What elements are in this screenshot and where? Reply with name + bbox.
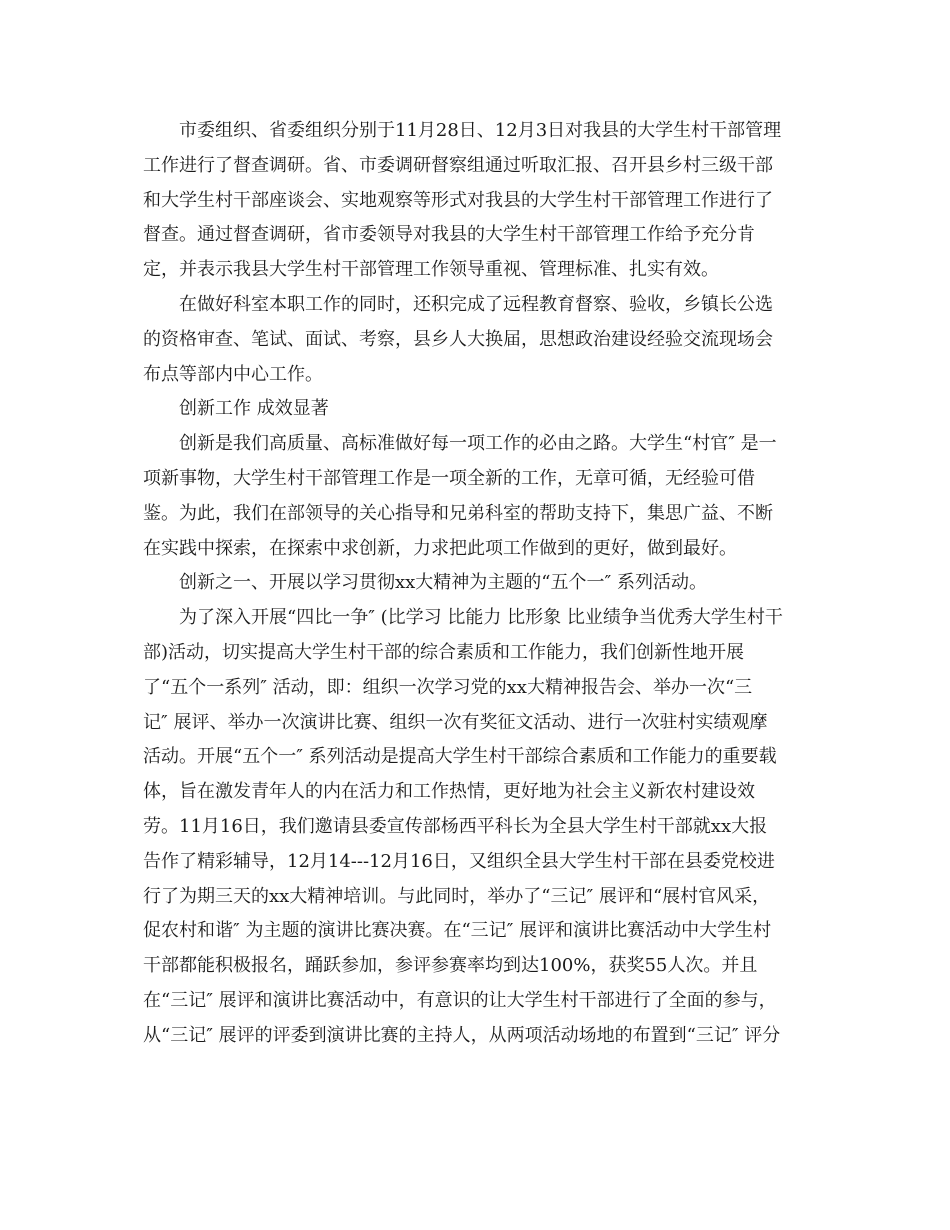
text-line: 从“三记″ 展评的评委到演讲比赛的主持人，从两项活动场地的布置到“三记″ 评分 — [143, 1024, 781, 1046]
text-line: 督查。通过督查调研，省市委领导对我县的大学生村干部管理工作给予充分肯 — [143, 224, 755, 246]
text-line: 行了为期三天的xx大精神培训。与此同时，举办了“三记″ 展评和“展村官风采， — [143, 885, 771, 907]
text-line: 记″ 展评、举办一次演讲比赛、组织一次有奖征文活动、进行一次驻村实绩观摩 — [143, 711, 768, 733]
text-line: 项新事物，大学生村干部管理工作是一项全新的工作，无章可循，无经验可借 — [143, 467, 755, 489]
text-line: 活动。开展“五个一″ 系列活动是提高大学生村干部综合素质和工作能力的重要载 — [143, 746, 777, 768]
text-line: 告作了精彩辅导，12月14---12月16日，又组织全县大学生村干部在县委党校进 — [143, 850, 775, 872]
text-line: 定，并表示我县大学生村干部管理工作领导重视、管理标准、扎实有效。 — [143, 259, 719, 281]
text-line: 劳。11月16日，我们邀请县委宣传部杨西平科长为全县大学生村干部就xx大报 — [143, 815, 768, 837]
document-body — [143, 114, 815, 1054]
text-line: 和大学生村干部座谈会、实地观察等形式对我县的大学生村干部管理工作进行了 — [143, 189, 773, 211]
text-line: 为了深入开展“四比一争″ (比学习 比能力 比形象 比业绩争当优秀大学生村干 — [179, 607, 783, 629]
text-line: 在实践中探索，在探索中求创新，力求把此项工作做到的更好，做到最好。 — [143, 537, 737, 559]
text-line: 体，旨在激发青年人的内在活力和工作热情，更好地为社会主义新农村建设效 — [143, 781, 755, 803]
text-line: 的资格审查、笔试、面试、考察，县乡人大换届，思想政治建设经验交流现场会 — [143, 328, 773, 350]
text-line: 在“三记″ 展评和演讲比赛活动中，有意识的让大学生村干部进行了全面的参与， — [143, 989, 777, 1011]
text-line: 在做好科室本职工作的同时，还积完成了远程教育督察、验收，乡镇长公选 — [179, 293, 773, 315]
text-line: 工作进行了督查调研。省、市委调研督察组通过听取汇报、召开县乡村三级干部 — [143, 154, 773, 176]
text-line: 布点等部内中心工作。 — [143, 363, 323, 385]
text-line: 部)活动，切实提高大学生村干部的综合素质和工作能力，我们创新性地开展 — [143, 641, 745, 663]
text-line: 了“五个一系列″ 活动，即：组织一次学习党的xx大精神报告会、举办一次“三 — [143, 676, 753, 698]
text-line: 创新工作 成效显著 — [179, 398, 329, 420]
text-line: 创新之一、开展以学习贯彻xx大精神为主题的“五个一″ 系列活动。 — [179, 572, 707, 594]
text-line: 创新是我们高质量、高标准做好每一项工作的必由之路。大学生“村官″ 是一 — [179, 433, 777, 455]
text-line: 干部都能积极报名，踊跃参加，参评参赛率均到达100%，获奖55人次。并且 — [143, 955, 758, 977]
text-line: 鉴。为此，我们在部领导的关心指导和兄弟科室的帮助支持下，集思广益、不断 — [143, 502, 773, 524]
text-line: 市委组织、省委组织分别于11月28日、12月3日对我县的大学生村干部管理 — [179, 120, 782, 141]
text-line: 促农村和谐″ 为主题的演讲比赛决赛。在“三记″ 展评和演讲比赛活动中大学生村 — [143, 920, 772, 942]
